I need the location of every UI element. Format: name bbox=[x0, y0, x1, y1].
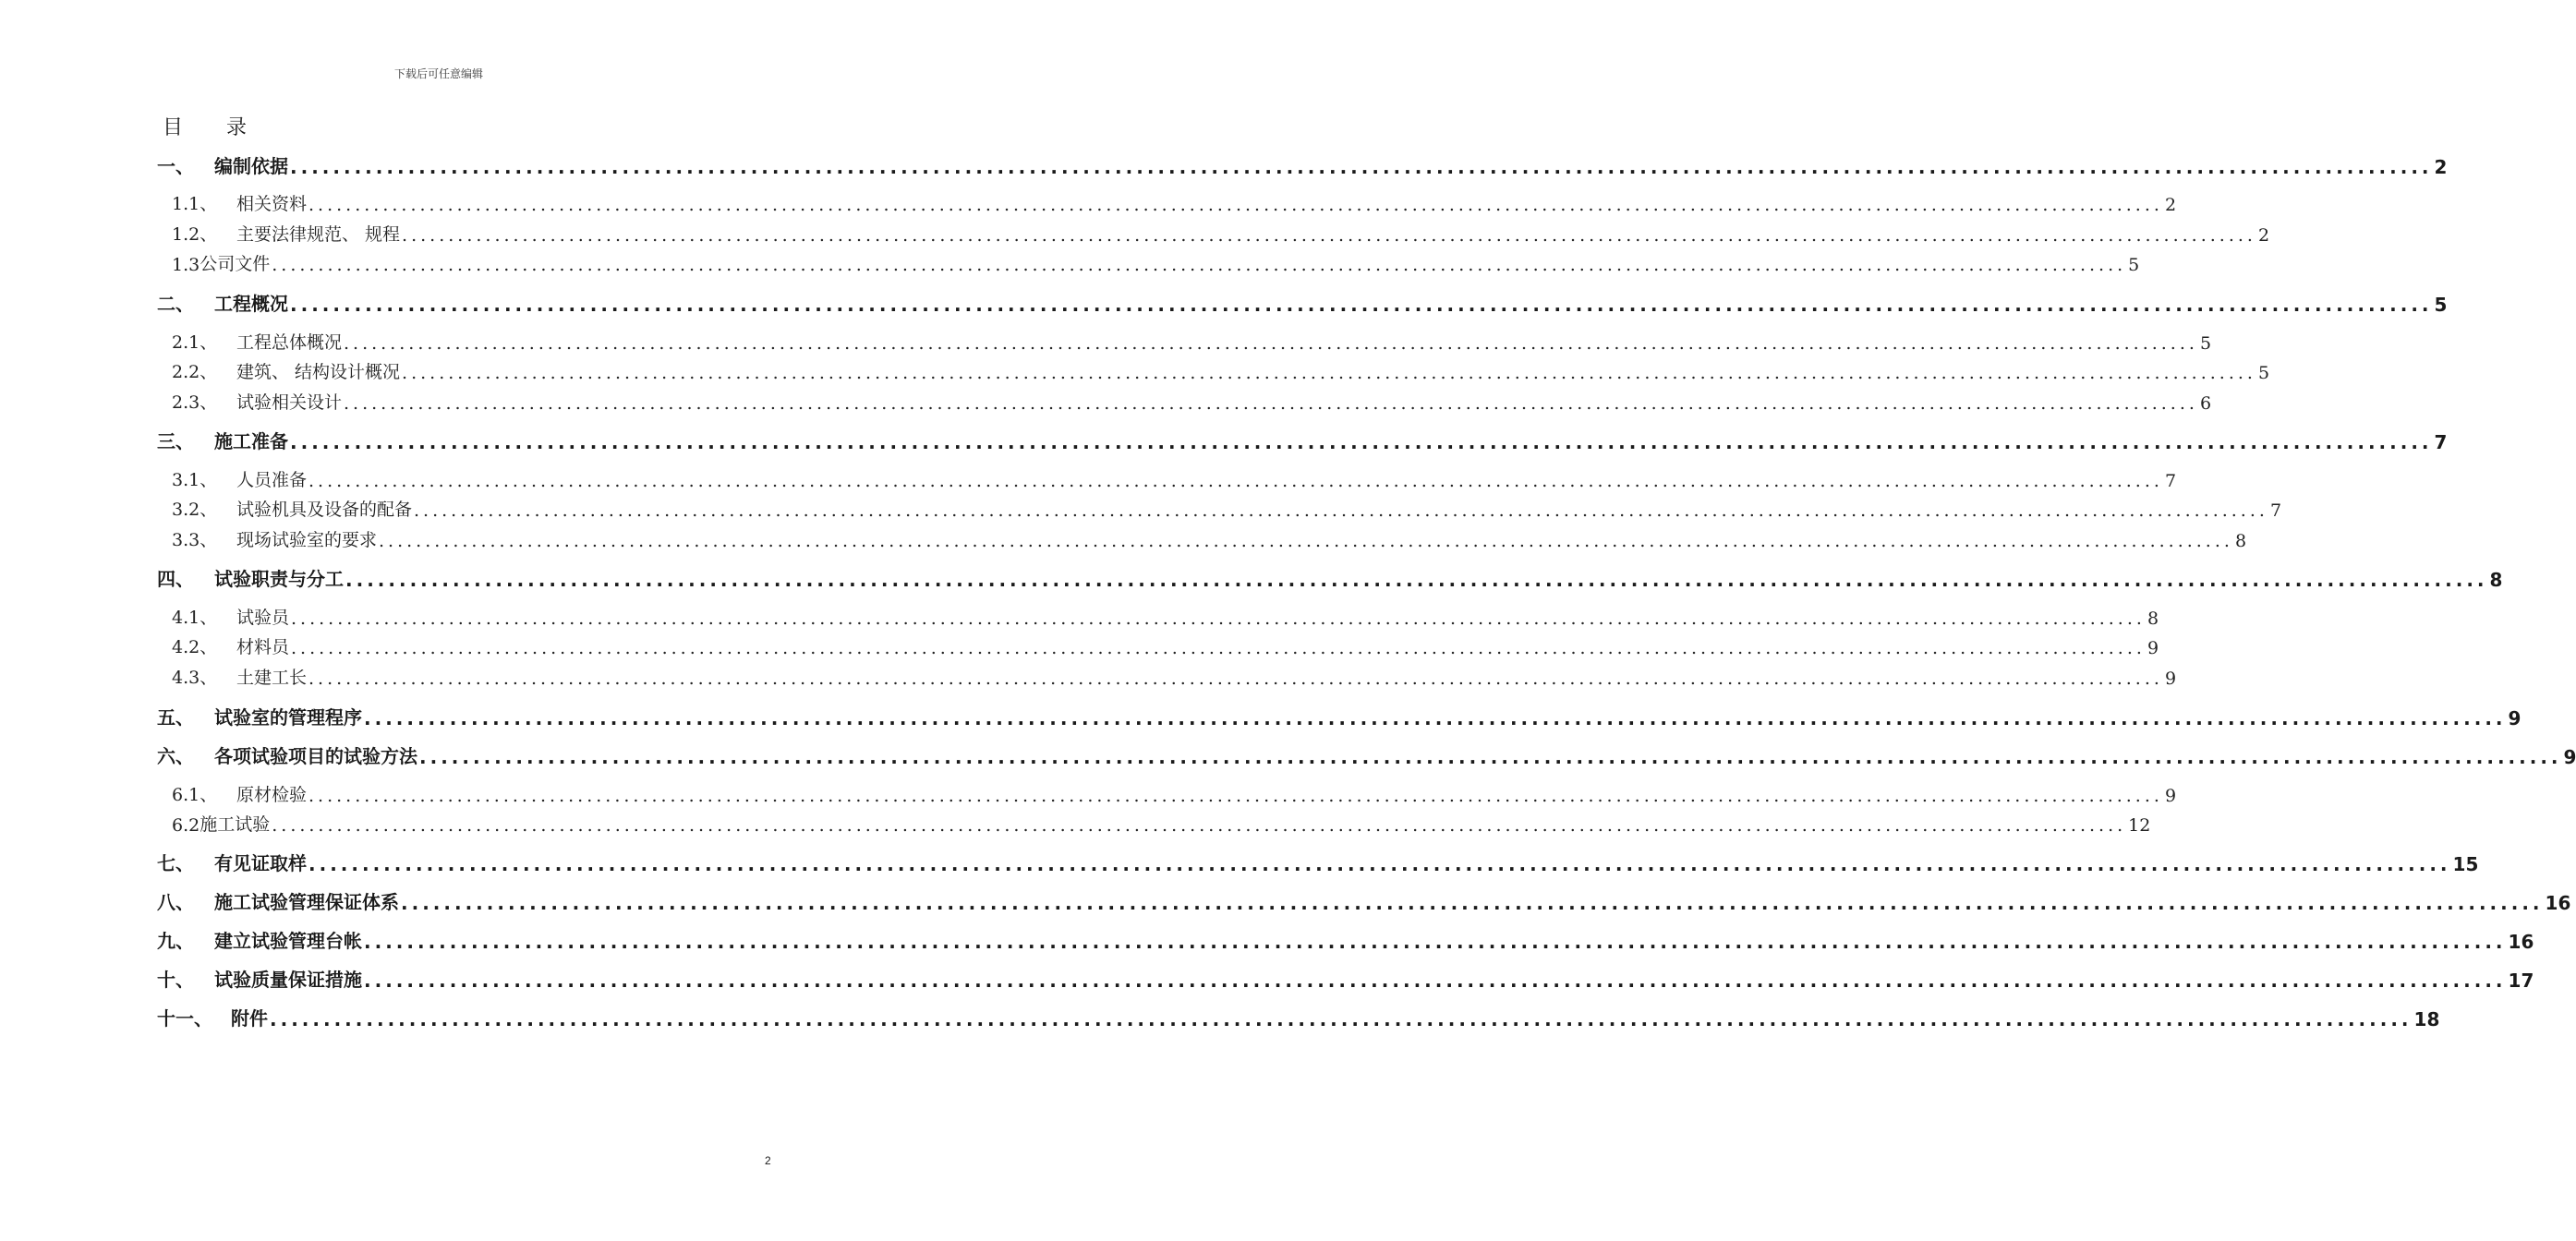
toc-entry[interactable] bbox=[172, 328, 2212, 354]
toc-entry-number: 十、 bbox=[157, 969, 194, 991]
toc-entry[interactable] bbox=[172, 495, 2282, 521]
toc-entry-number: 十一、 bbox=[157, 1007, 212, 1030]
toc-leader-dots: ........................................................................................................................................................................................................ bbox=[270, 1008, 2413, 1030]
toc-leader-dots: ........................................................................................................................................................................................................ bbox=[290, 294, 2433, 316]
toc-entry-label: 试验室的管理程序 bbox=[214, 706, 362, 729]
toc-entry-page: 9 bbox=[2508, 707, 2522, 729]
toc-entry-page: 5 bbox=[2128, 255, 2140, 275]
toc-entry-number: 二、 bbox=[157, 293, 194, 315]
toc-entry-page: 9 bbox=[2147, 638, 2159, 658]
toc-leader-dots: ........................................................................................................................................................................................................ bbox=[308, 471, 2163, 491]
toc-entry-number: 六、 bbox=[157, 745, 194, 767]
toc-entry-label: 人员准备 bbox=[236, 470, 308, 490]
toc-entry[interactable] bbox=[157, 1003, 2440, 1030]
toc-entry-number: 4.2、 bbox=[172, 637, 218, 657]
toc-entry-page: 9 bbox=[2164, 669, 2177, 689]
toc-entry[interactable] bbox=[172, 388, 2212, 414]
toc-entry-page: 7 bbox=[2269, 500, 2282, 521]
toc-entry[interactable] bbox=[172, 220, 2270, 246]
toc-leader-dots: ........................................................................................................................................................................................................ bbox=[291, 638, 2146, 658]
toc-entry-label: 施工试验管理保证体系 bbox=[214, 891, 399, 913]
toc-entry[interactable] bbox=[172, 189, 2177, 215]
toc-entry-number: 四、 bbox=[157, 568, 194, 590]
toc-entry-number: 五、 bbox=[157, 706, 194, 729]
toc-entry-page: 9 bbox=[2563, 746, 2576, 768]
toc-leader-dots: ........................................................................................................................................................................................................ bbox=[402, 225, 2256, 246]
toc-entry-page: 17 bbox=[2508, 970, 2534, 992]
toc-entry-label: 原材检验 bbox=[236, 785, 308, 805]
toc-entry[interactable] bbox=[172, 633, 2159, 658]
toc-entry[interactable] bbox=[172, 249, 2140, 275]
toc-leader-dots: ........................................................................................................................................................................................................ bbox=[308, 669, 2163, 689]
toc-title: 目 录 bbox=[163, 116, 265, 139]
toc-entry-label: 土建工长 bbox=[236, 668, 308, 688]
toc-entry-page: 8 bbox=[2147, 608, 2159, 629]
toc-entry-number: 七、 bbox=[157, 852, 194, 874]
toc-entry-number: 一、 bbox=[157, 155, 194, 177]
toc-entry-label: 试验相关设计 bbox=[236, 392, 343, 413]
toc-entry-label: 相关资料 bbox=[236, 194, 308, 214]
toc-entry[interactable] bbox=[172, 465, 2177, 491]
toc-entry-label: 材料员 bbox=[236, 637, 290, 657]
toc-leader-dots: ........................................................................................................................................................................................................ bbox=[379, 531, 2233, 551]
toc-leader-dots: ........................................................................................................................................................................................................ bbox=[364, 931, 2507, 953]
toc-entry-label: 建立试验管理台帐 bbox=[214, 930, 362, 952]
toc-entry[interactable] bbox=[157, 288, 2448, 316]
toc-entry[interactable] bbox=[157, 426, 2448, 453]
toc-entry-page: 16 bbox=[2508, 931, 2534, 953]
toc-entry-number: 6.1、 bbox=[172, 785, 218, 805]
toc-entry-number: 1.1、 bbox=[172, 194, 218, 214]
toc-leader-dots: ........................................................................................................................................................................................................ bbox=[290, 156, 2433, 178]
toc-leader-dots: ........................................................................................................................................................................................................ bbox=[308, 853, 2451, 875]
toc-entry-label: 附件 bbox=[231, 1007, 268, 1030]
toc-entry[interactable] bbox=[157, 848, 2479, 875]
toc-entry-number: 三、 bbox=[157, 430, 194, 452]
toc-entry[interactable] bbox=[172, 603, 2159, 629]
toc-entry[interactable] bbox=[157, 151, 2448, 178]
toc-entry-label: 现场试验室的要求 bbox=[236, 530, 378, 550]
toc-entry-label: 试验质量保证措施 bbox=[214, 969, 362, 991]
toc-entry-label: 主要法律规范、 规程 bbox=[236, 224, 401, 245]
toc-entry-page: 16 bbox=[2545, 892, 2571, 914]
toc-entry[interactable] bbox=[172, 780, 2177, 806]
toc-entry-label: 试验职责与分工 bbox=[214, 568, 344, 590]
toc-entry-label: 施工准备 bbox=[214, 430, 288, 452]
toc-entry-number: 2.3、 bbox=[172, 392, 218, 413]
toc-entry-page: 8 bbox=[2234, 531, 2247, 551]
toc-entry-number: 6.2 bbox=[172, 815, 200, 836]
toc-entry-number: 八、 bbox=[157, 891, 194, 913]
toc-entry-label: 各项试验项目的试验方法 bbox=[214, 745, 417, 767]
toc-entry-number: 1.3 bbox=[172, 255, 200, 275]
toc-leader-dots: ........................................................................................................................................................................................................ bbox=[364, 707, 2507, 729]
toc-entry[interactable] bbox=[157, 886, 2571, 914]
toc-leader-dots: ........................................................................................................................................................................................................ bbox=[345, 569, 2488, 591]
toc-entry[interactable] bbox=[172, 663, 2177, 689]
toc-entry-label: 公司文件 bbox=[200, 254, 271, 274]
toc-entry-label: 工程概况 bbox=[214, 293, 288, 315]
toc-entry-number: 3.2、 bbox=[172, 500, 218, 520]
toc-leader-dots: ........................................................................................................................................................................................................ bbox=[401, 892, 2544, 914]
toc-entry[interactable] bbox=[157, 964, 2534, 992]
toc-leader-dots: ........................................................................................................................................................................................................ bbox=[419, 746, 2562, 768]
page-number: 2 bbox=[765, 1154, 771, 1167]
toc-leader-dots: ........................................................................................................................................................................................................ bbox=[344, 393, 2198, 414]
toc-entry-label: 施工试验 bbox=[200, 814, 271, 835]
toc-entry-label: 工程总体概况 bbox=[236, 332, 343, 353]
toc-entry-page: 5 bbox=[2257, 363, 2270, 383]
toc-entry-number: 九、 bbox=[157, 930, 194, 952]
toc-entry-label: 试验员 bbox=[236, 608, 290, 628]
toc-entry-label: 建筑、 结构设计概况 bbox=[236, 362, 401, 382]
toc-entry[interactable] bbox=[157, 563, 2503, 591]
toc-entry[interactable] bbox=[157, 925, 2534, 953]
toc-entry-label: 有见证取样 bbox=[214, 852, 307, 874]
toc-entry-page: 5 bbox=[2199, 333, 2212, 354]
toc-entry-page: 18 bbox=[2413, 1008, 2440, 1030]
toc-entry-number: 2.2、 bbox=[172, 362, 218, 382]
toc-entry-page: 2 bbox=[2434, 156, 2448, 178]
toc-entry[interactable] bbox=[157, 741, 2576, 768]
toc-entry-page: 5 bbox=[2434, 294, 2448, 316]
toc-entry-label: 编制依据 bbox=[214, 155, 288, 177]
toc-entry-number: 3.3、 bbox=[172, 530, 218, 550]
toc-leader-dots: ........................................................................................................................................................................................................ bbox=[308, 786, 2163, 806]
toc-entry-page: 12 bbox=[2128, 815, 2151, 836]
toc-entry-page: 7 bbox=[2434, 431, 2448, 453]
toc-entry-page: 2 bbox=[2257, 225, 2270, 246]
toc-leader-dots: ........................................................................................................................................................................................................ bbox=[402, 363, 2256, 383]
toc-entry-number: 3.1、 bbox=[172, 470, 218, 490]
toc-leader-dots: ........................................................................................................................................................................................................ bbox=[272, 815, 2127, 836]
toc-leader-dots: ........................................................................................................................................................................................................ bbox=[364, 970, 2507, 992]
toc-entry-page: 7 bbox=[2164, 471, 2177, 491]
toc-entry-number: 4.1、 bbox=[172, 608, 218, 628]
toc-leader-dots: ........................................................................................................................................................................................................ bbox=[272, 255, 2127, 275]
toc-entry[interactable] bbox=[157, 702, 2522, 729]
toc-leader-dots: ........................................................................................................................................................................................................ bbox=[414, 500, 2268, 521]
toc-entry[interactable] bbox=[172, 525, 2247, 551]
toc-entry-page: 15 bbox=[2452, 853, 2479, 875]
toc-entry-page: 6 bbox=[2199, 393, 2212, 414]
toc-leader-dots: ........................................................................................................................................................................................................ bbox=[291, 608, 2146, 629]
toc-entry-page: 8 bbox=[2489, 569, 2503, 591]
toc-leader-dots: ........................................................................................................................................................................................................ bbox=[308, 195, 2163, 215]
page-header: 下载后可任意编辑 bbox=[393, 67, 483, 80]
toc-entry-page: 9 bbox=[2164, 786, 2177, 806]
toc-leader-dots: ........................................................................................................................................................................................................ bbox=[290, 431, 2433, 453]
toc-entry[interactable] bbox=[172, 357, 2270, 383]
toc-entry-label: 试验机具及设备的配备 bbox=[236, 500, 413, 520]
toc-entry[interactable] bbox=[172, 810, 2151, 836]
toc-entry-number: 4.3、 bbox=[172, 668, 218, 688]
toc-leader-dots: ........................................................................................................................................................................................................ bbox=[344, 333, 2198, 354]
toc-entry-number: 2.1、 bbox=[172, 332, 218, 353]
toc-entry-number: 1.2、 bbox=[172, 224, 218, 245]
toc-entry-page: 2 bbox=[2164, 195, 2177, 215]
